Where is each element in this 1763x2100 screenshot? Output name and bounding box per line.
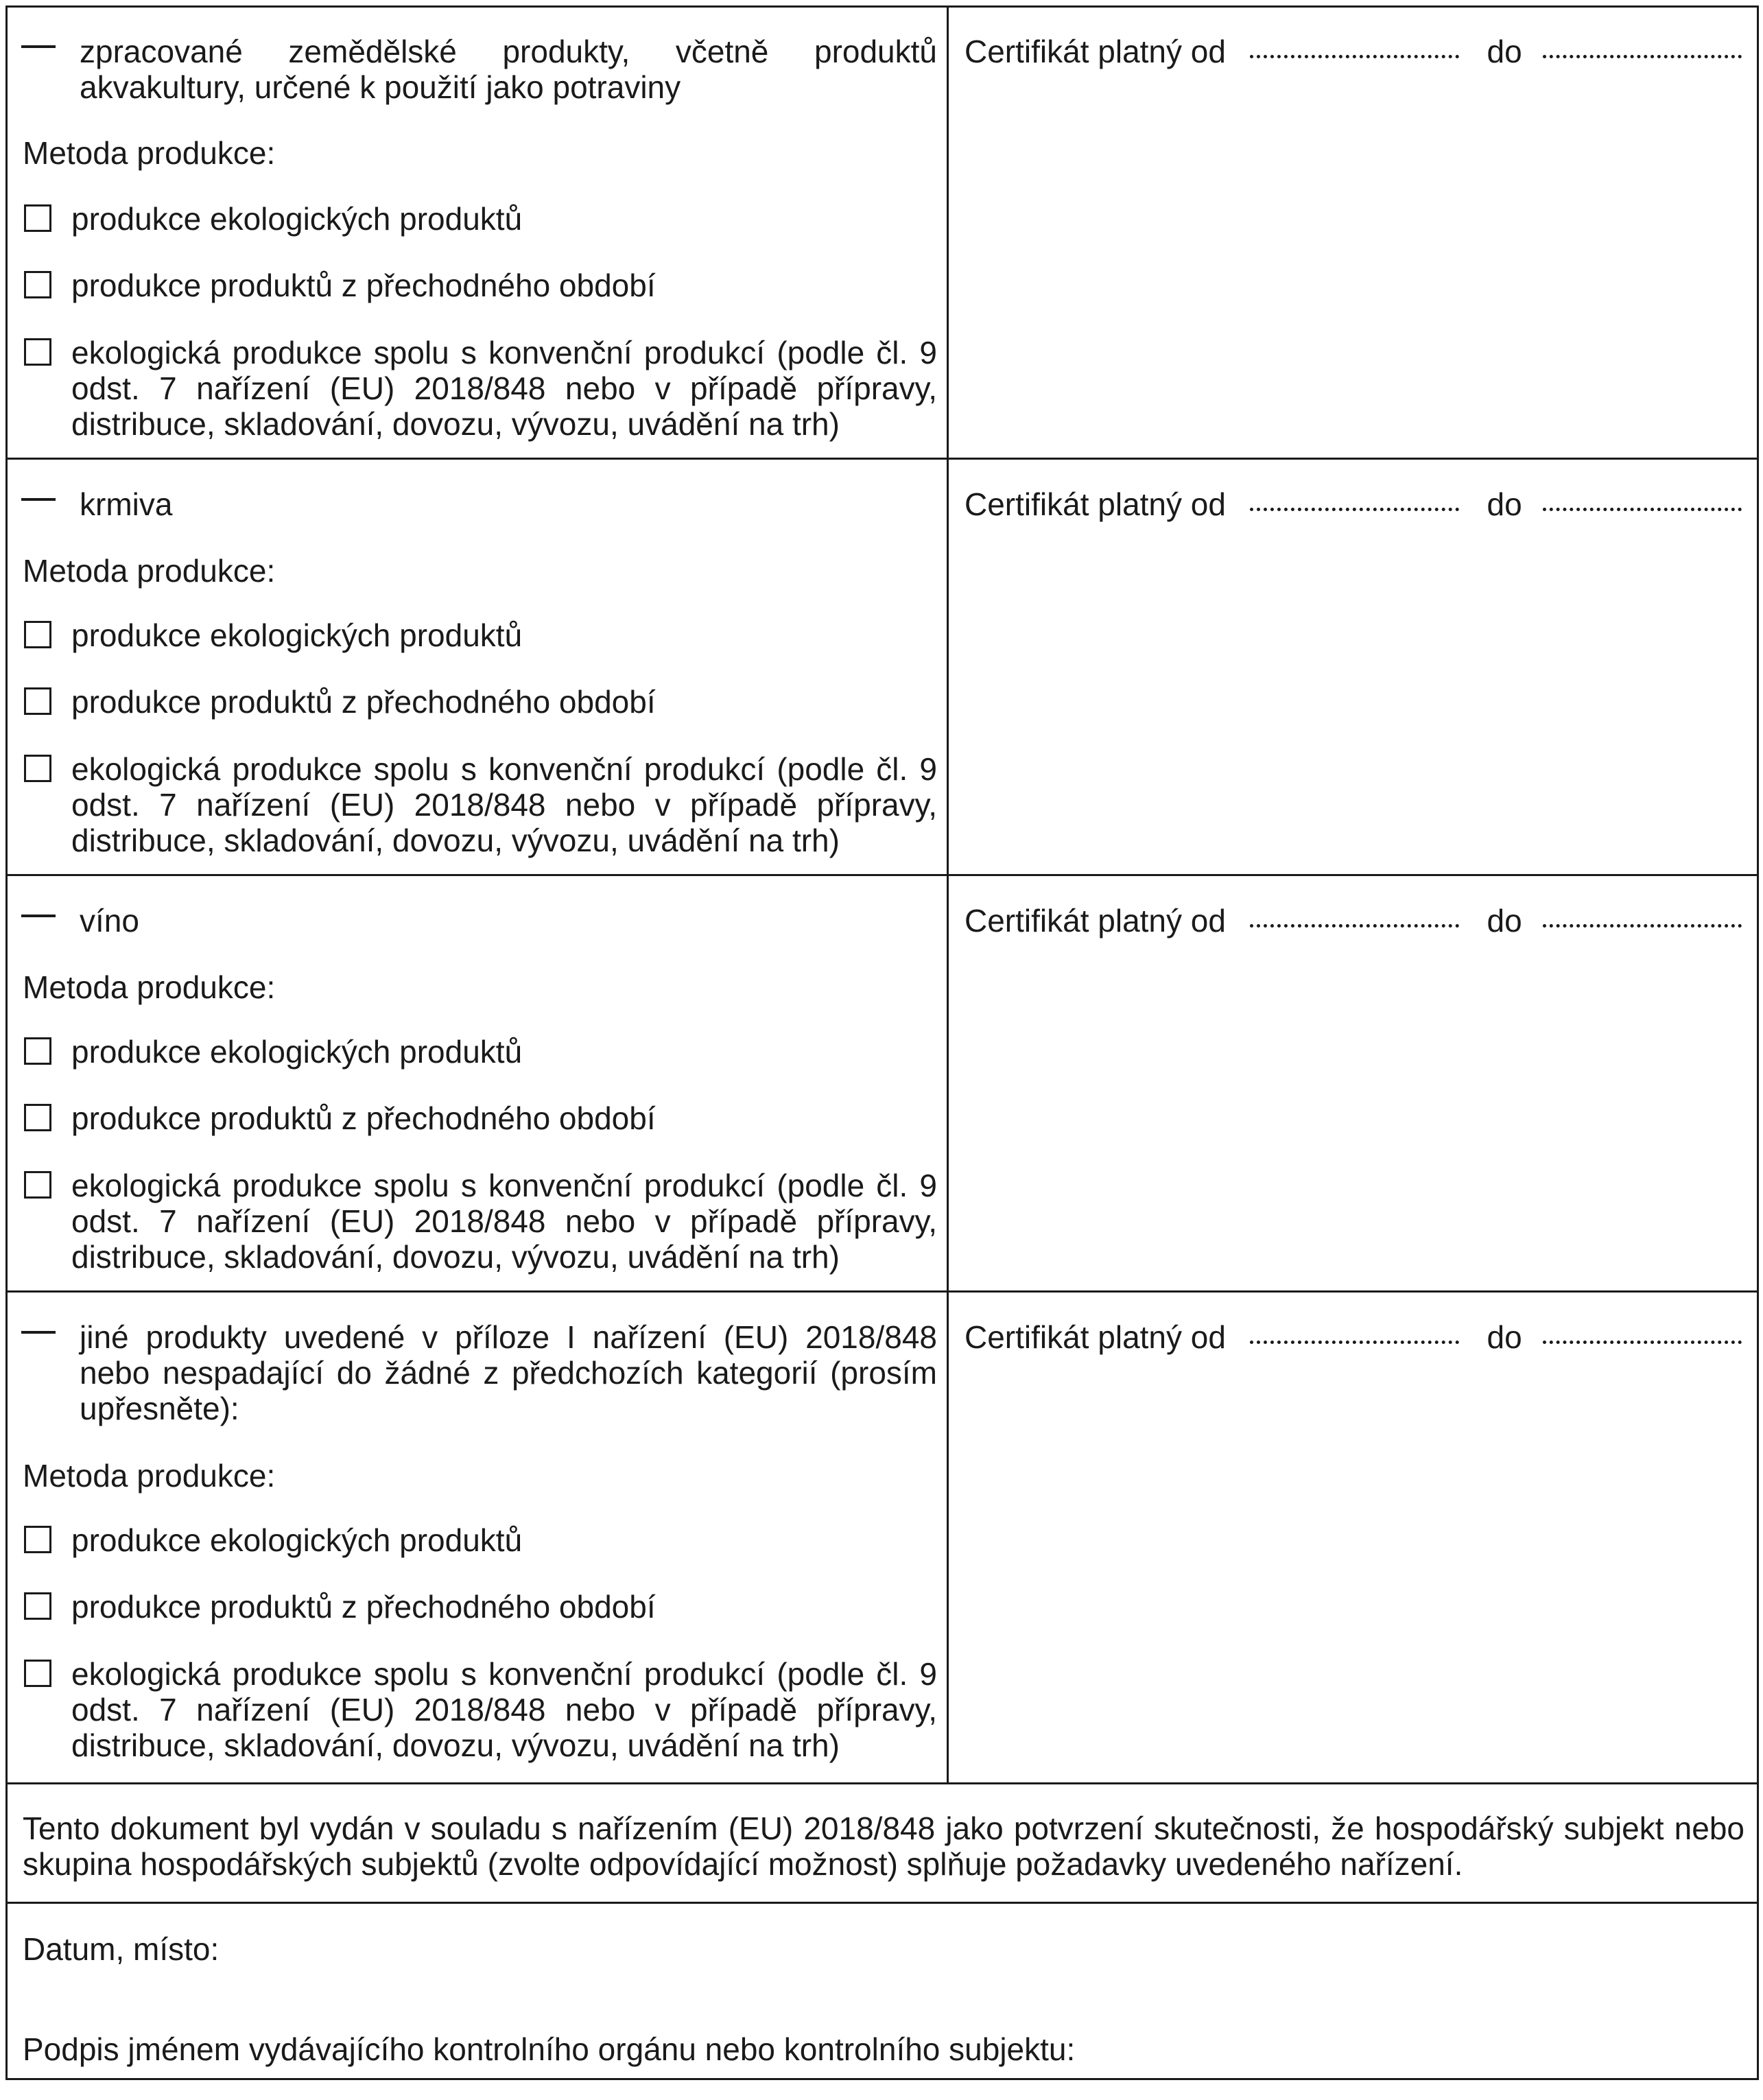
option-organic: produkce ekologických produktů [71, 617, 523, 653]
option-mixed: ekologická produkce spolu s konvenční produkcí (podle čl. 9 odst. 7 nařízení (EU) 2018/848 nebo v případě přípravy, distribuce, skladování, dovozu, vývozu, uvádění na trh) [71, 1168, 937, 1275]
section-divider [8, 874, 1757, 876]
date-from-field[interactable] [1250, 1341, 1459, 1344]
compliance-statement: Tento dokument byl vydán v souladu s nařízením (EU) 2018/848 jako potvrzení skutečnosti, že hospodářský subjekt nebo skupina hospodářských subjektů (zvolte odpovídající možnost) splňuje požadavky uvedeného nařízení. [23, 1810, 1744, 1882]
checkbox-mixed[interactable] [24, 755, 51, 782]
checkbox-conversion[interactable] [24, 687, 51, 715]
cert-from-label: Certifikát platný od [965, 1319, 1226, 1355]
section-divider [8, 1902, 1757, 1904]
checkbox-organic[interactable] [24, 1526, 51, 1553]
section-heading: víno [80, 903, 139, 939]
cert-from-label: Certifikát platný od [965, 486, 1226, 522]
certificate-validity [965, 486, 1742, 522]
checkbox-organic[interactable] [24, 204, 51, 232]
checkbox-organic[interactable] [24, 621, 51, 648]
date-place-label: Datum, místo: [23, 1931, 220, 1967]
dash-bullet [21, 915, 56, 917]
dash-bullet [21, 45, 56, 48]
option-organic: produkce ekologických produktů [71, 1034, 523, 1070]
date-to-field[interactable] [1543, 55, 1742, 58]
option-organic: produkce ekologických produktů [71, 201, 523, 237]
date-from-field[interactable] [1250, 924, 1459, 928]
cert-to-label: do [1487, 903, 1522, 939]
certificate-form [5, 5, 1759, 2080]
option-conversion: produkce produktů z přechodného období [71, 1100, 656, 1136]
checkbox-conversion[interactable] [24, 1592, 51, 1620]
date-from-field[interactable] [1250, 55, 1459, 58]
option-organic: produkce ekologických produktů [71, 1522, 523, 1558]
checkbox-mixed[interactable] [24, 1171, 51, 1199]
certificate-validity [965, 34, 1742, 69]
checkbox-mixed[interactable] [24, 338, 51, 366]
date-from-field[interactable] [1250, 508, 1459, 511]
option-conversion: produkce produktů z přechodného období [71, 268, 656, 303]
cert-to-label: do [1487, 34, 1522, 69]
date-to-field[interactable] [1543, 924, 1742, 928]
checkbox-mixed[interactable] [24, 1660, 51, 1687]
method-label: Metoda produkce: [23, 553, 276, 589]
option-conversion: produkce produktů z přechodného období [71, 684, 656, 720]
signature-label: Podpis jménem vydávajícího kontrolního orgánu nebo kontrolního subjektu: [23, 2031, 1076, 2067]
dash-bullet [21, 498, 56, 501]
section-heading: jiné produkty uvedené v příloze I nařízení (EU) 2018/848 nebo nespadající do žádné z předchozích kategorií (prosím upřesněte): [80, 1319, 937, 1426]
cert-to-label: do [1487, 486, 1522, 522]
option-conversion: produkce produktů z přechodného období [71, 1589, 656, 1625]
cert-from-label: Certifikát platný od [965, 903, 1226, 939]
certificate-validity [965, 1319, 1742, 1355]
section-divider [8, 458, 1757, 460]
dash-bullet [21, 1331, 56, 1334]
column-divider [947, 8, 949, 1784]
option-mixed: ekologická produkce spolu s konvenční produkcí (podle čl. 9 odst. 7 nařízení (EU) 2018/848 nebo v případě přípravy, distribuce, skladování, dovozu, vývozu, uvádění na trh) [71, 751, 937, 858]
cert-to-label: do [1487, 1319, 1522, 1355]
checkbox-conversion[interactable] [24, 1104, 51, 1131]
section-divider [8, 1782, 1757, 1784]
method-label: Metoda produkce: [23, 135, 276, 171]
section-divider [8, 1290, 1757, 1293]
checkbox-conversion[interactable] [24, 271, 51, 298]
option-mixed: ekologická produkce spolu s konvenční produkcí (podle čl. 9 odst. 7 nařízení (EU) 2018/848 nebo v případě přípravy, distribuce, skladování, dovozu, vývozu, uvádění na trh) [71, 335, 937, 442]
method-label: Metoda produkce: [23, 969, 276, 1005]
date-to-field[interactable] [1543, 508, 1742, 511]
cert-from-label: Certifikát platný od [965, 34, 1226, 69]
section-heading: krmiva [80, 486, 173, 522]
date-to-field[interactable] [1543, 1341, 1742, 1344]
method-label: Metoda produkce: [23, 1458, 276, 1494]
section-heading: zpracované zemědělské produkty, včetně produktů akvakultury, určené k použití jako potraviny [80, 34, 937, 105]
certificate-validity [965, 903, 1742, 939]
option-mixed: ekologická produkce spolu s konvenční produkcí (podle čl. 9 odst. 7 nařízení (EU) 2018/848 nebo v případě přípravy, distribuce, skladování, dovozu, vývozu, uvádění na trh) [71, 1656, 937, 1763]
checkbox-organic[interactable] [24, 1037, 51, 1065]
